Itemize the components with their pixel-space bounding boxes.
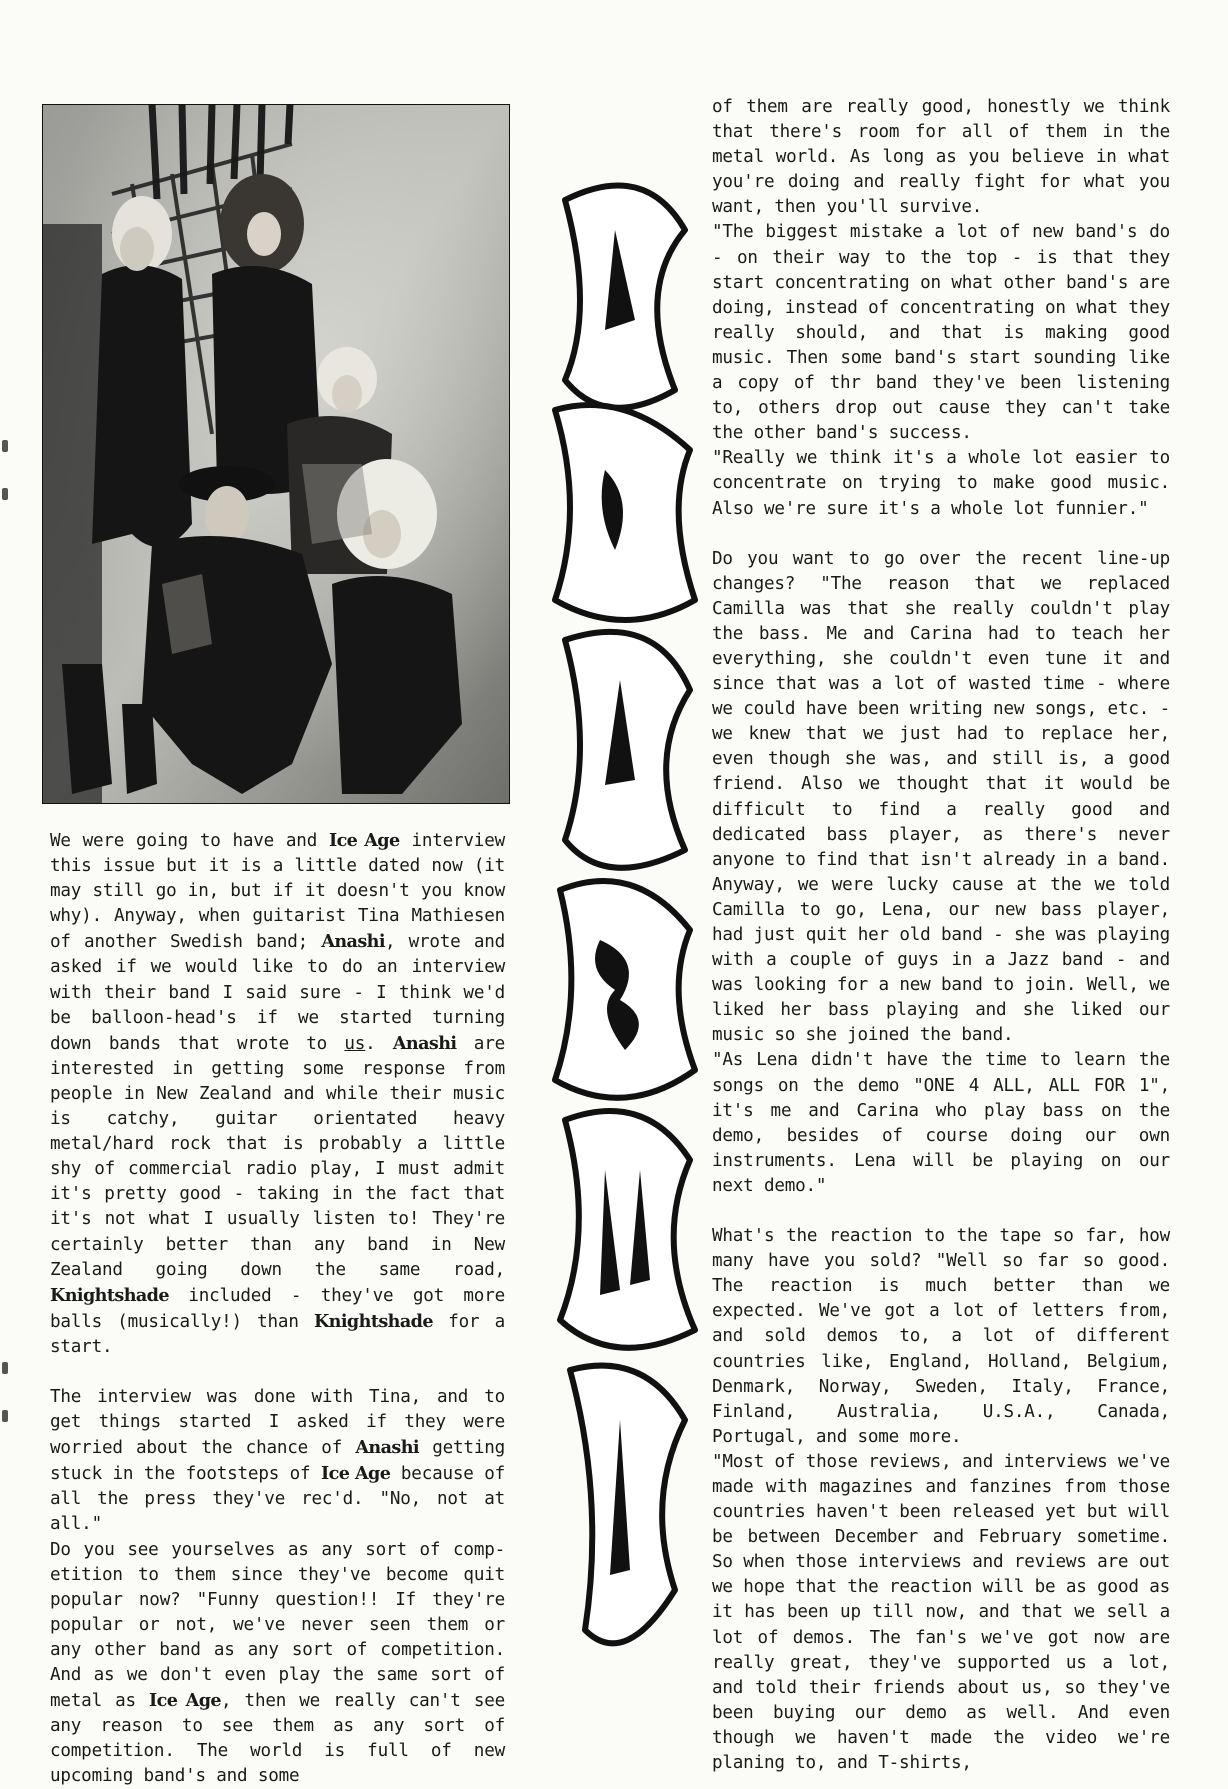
band-name: Knightshade bbox=[313, 1310, 433, 1332]
text-run: "Really we think it's a whole lot easier to concentrate on trying to make good music. Also we're sure it's a whole lot funnier." bbox=[712, 448, 1170, 519]
band-name: Anashi bbox=[355, 1437, 419, 1459]
paragraph bbox=[712, 1048, 1170, 1199]
margin-mark bbox=[2, 1410, 8, 1422]
band-name: Anashi bbox=[321, 931, 385, 953]
band-name: Ice Age bbox=[320, 1463, 391, 1485]
text-run: . bbox=[365, 1033, 393, 1054]
right-column-text bbox=[712, 95, 1170, 1776]
text-run: because of all the press they've rec'd. "No, not at all." bbox=[50, 1464, 505, 1535]
text-run: are interested in getting some response from people in New Zealand and while their music is catchy, guitar orientated heavy metal/hard rock that is probably a little shy of commercial radio play, I must admit it's pretty good - taking in the fact that it's not what I usually listen to! They're certainly better than any band in New Zealand going down the same road, bbox=[50, 1033, 505, 1280]
band-photo bbox=[42, 104, 510, 804]
band-name: Ice Age bbox=[328, 830, 400, 851]
text-run: , wrote and asked if we would like to do an interview with their band I said sure - I think we'd be balloon-head's if we started turning down bands that wrote to bbox=[50, 932, 505, 1054]
paragraph bbox=[50, 1538, 505, 1789]
text-run: Do you see yourselves as any sort of comp-etition to them since they've become quit popular now? "Funny question!! If they're popular or not, we've never seen them or any other band as any sort of competition. And as we don't even play the same sort of metal as bbox=[50, 1539, 505, 1712]
text-run: "Most of those reviews, and interviews we've made with magazines and fanzines from those countries haven't been released yet but will be between December and February sometime. So when those interviews and reviews are out we hope that the reaction will be as good as it has been up till now, and that we sell a lot of demos. The fan's we've got now are really great, they've supported us a lot, and told their friends about us, so they've been buying our demo as well. And even though we haven't made the video we're planing to, and T-shirts, bbox=[712, 1451, 1170, 1773]
text-run: interview this issue but it is a little dated now (it may still go in, but if it doesn't you know why). Anyway, when guitarist Tina Mathiesen of another Swedish band; bbox=[50, 831, 505, 953]
band-name: Ice Age bbox=[149, 1690, 222, 1712]
paragraph bbox=[712, 1224, 1170, 1450]
emphasis-text: us bbox=[344, 1033, 366, 1054]
margin-mark bbox=[2, 488, 8, 500]
text-run: , then we really can't see any reason to see them as any sort of competition. The world is full of new upcoming band's and some bbox=[50, 1691, 505, 1787]
paragraph bbox=[50, 828, 505, 1360]
paragraph bbox=[712, 547, 1170, 1049]
band-name: Anashi bbox=[392, 1032, 457, 1054]
paragraph bbox=[712, 95, 1170, 220]
paragraph bbox=[712, 446, 1170, 521]
text-run: We were going to have and bbox=[50, 831, 329, 851]
text-run: "The biggest mistake a lot of new band's do - on their way to the top - is that they start concentrating on what other band's are doing, instead of concentrating on what they really should, and that is making good music. Then some band's start sounding like a copy of thr band they've been listening to, others drop out cause they can't take the other band's success. bbox=[712, 222, 1170, 444]
paragraph bbox=[712, 1450, 1170, 1776]
text-run: Do you want to go over the recent line-up changes? "The reason that we replaced Camilla was that she really couldn't play the bass. Me and Carina had to teach her everything, she couldn't even tune it and since that was a lot of wasted time - where we could have been writing new songs, etc. - we knew that we just had to replace her, even though she was, and still is, a good friend. Also we thought that it would be difficult to find a really good and dedicated bass player, as there's never anyone to find that isn't already in a band. Anyway, we were lucky cause at the we told Camilla to go, Lena, our new bass player, had just quit her old band - she was playing with a couple of guys in a Jazz band - and was looking for a new band to join. Well, we liked her bass playing and she liked our music so she joined the band. bbox=[712, 548, 1170, 1046]
paragraph bbox=[712, 220, 1170, 446]
band-name: Knightshade bbox=[50, 1284, 169, 1306]
band-photo-image bbox=[42, 104, 510, 804]
text-run: included - they've got more balls (musically!) than bbox=[50, 1285, 505, 1332]
text-run: What's the reaction to the tape so far, how many have you sold? "Well so far so good. The reaction is much better than we expected. We've got a lot of letters from, and sold demos to, a lot of different countries like, England, Holland, Belgium, Denmark, Norway, Sweden, Italy, France, Finland, Australia, U.S.A., Canada, Portugal, and some more. bbox=[712, 1226, 1170, 1447]
paragraph bbox=[50, 1385, 505, 1538]
anashi-logo bbox=[525, 170, 715, 1680]
text-run: The interview was done with Tina, and to get things started I asked if they were worried about the chance of bbox=[50, 1386, 505, 1459]
margin-mark bbox=[2, 1362, 8, 1374]
left-column-text bbox=[50, 828, 505, 1789]
text-run: for a start. bbox=[50, 1311, 506, 1357]
margin-mark bbox=[2, 440, 8, 452]
text-run: "As Lena didn't have the time to learn the songs on the demo "ONE 4 ALL, ALL FOR 1", it's me and Carina who play bass on the demo, besides of course doing our own instruments. Lena will be playing on our next demo." bbox=[712, 1050, 1170, 1196]
text-run: of them are really good, honestly we think that there's room for all of them in the metal world. As long as you believe in what you're doing and really fight for what you want, then you'll survive. bbox=[712, 97, 1170, 218]
text-run: getting stuck in the footsteps of bbox=[50, 1438, 505, 1485]
